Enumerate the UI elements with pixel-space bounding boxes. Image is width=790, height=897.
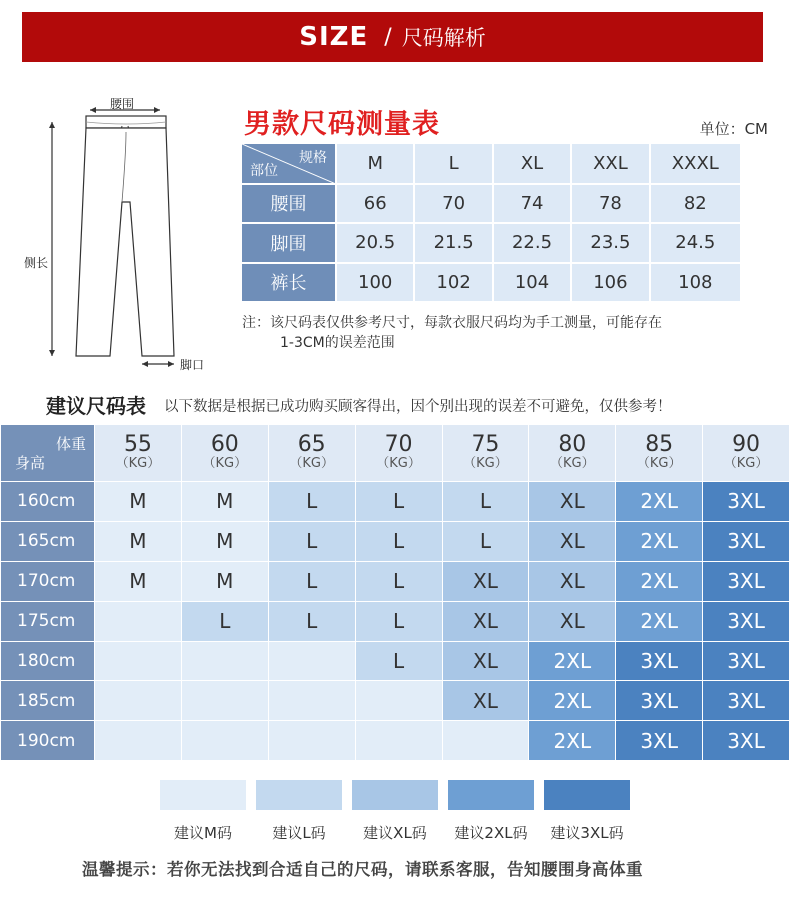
legend-item (352, 780, 438, 843)
legend-swatch (544, 780, 630, 810)
header-banner (22, 12, 763, 62)
weight-value: 75 (471, 432, 500, 457)
waist-label: 腰围 (110, 97, 135, 111)
measure-cell: 82 (650, 184, 741, 224)
size-cell: L (268, 521, 355, 561)
pants-diagram (18, 92, 218, 382)
note-line-2: 1-3CM的误差范围 (280, 335, 395, 351)
recommend-corner (1, 425, 95, 482)
measure-cell: 24.5 (650, 223, 741, 263)
recommend-table (0, 424, 790, 761)
height-label: 190cm (1, 721, 95, 761)
measure-cell: 74 (493, 184, 571, 224)
legend-swatch (256, 780, 342, 810)
row-label: 脚围 (242, 223, 336, 263)
size-cell (355, 721, 442, 761)
size-cell (268, 641, 355, 681)
size-header: XL (493, 144, 571, 184)
recommend-row (1, 641, 790, 681)
size-cell: L (268, 561, 355, 601)
weight-unit: （KG） (376, 456, 421, 471)
size-cell: 3XL (703, 641, 790, 681)
recommend-row (1, 721, 790, 761)
size-header: XXXL (650, 144, 741, 184)
size-cell (95, 681, 182, 721)
hem-label: 脚口 (180, 358, 205, 372)
measure-row (242, 184, 741, 224)
height-label: 175cm (1, 601, 95, 641)
weight-unit: （KG） (463, 456, 508, 471)
measure-cell: 104 (493, 263, 571, 303)
weight-unit: （KG） (115, 456, 161, 471)
size-cell: 3XL (703, 482, 790, 522)
measure-corner (242, 144, 336, 184)
size-cell: 2XL (616, 521, 703, 561)
size-legend (160, 780, 630, 843)
size-cell (181, 641, 268, 681)
measure-row (242, 223, 741, 263)
weight-header (616, 425, 703, 482)
measure-cell: 78 (571, 184, 649, 224)
banner-title-en: SIZE (299, 22, 369, 52)
corner-height: 身高 (15, 454, 46, 472)
measure-cell: 102 (414, 263, 492, 303)
measure-unit: 单位：CM (699, 120, 768, 138)
height-label: 165cm (1, 521, 95, 561)
size-cell: XL (529, 561, 616, 601)
measure-note (242, 313, 662, 353)
measure-cell: 70 (414, 184, 492, 224)
measure-cell: 66 (336, 184, 414, 224)
size-cell: 3XL (616, 641, 703, 681)
legend-item (160, 780, 246, 843)
weight-value: 70 (384, 432, 413, 457)
size-cell (355, 681, 442, 721)
legend-label: 建议L码 (272, 824, 326, 842)
height-label: 160cm (1, 482, 95, 522)
size-cell: 2XL (529, 681, 616, 721)
size-cell: L (442, 482, 529, 522)
size-cell (95, 601, 182, 641)
measure-header-row (242, 144, 741, 184)
size-cell: 3XL (616, 681, 703, 721)
size-cell: M (181, 482, 268, 522)
size-cell: L (355, 482, 442, 522)
weight-header (442, 425, 529, 482)
measure-cell: 20.5 (336, 223, 414, 263)
size-cell: L (442, 521, 529, 561)
size-cell: 3XL (703, 721, 790, 761)
size-cell: XL (442, 561, 529, 601)
row-label: 腰围 (242, 184, 336, 224)
size-cell: L (355, 561, 442, 601)
weight-unit: （KG） (550, 456, 595, 471)
size-cell (268, 681, 355, 721)
legend-label: 建议3XL码 (550, 824, 624, 842)
weight-value: 80 (558, 432, 587, 457)
size-cell: XL (442, 681, 529, 721)
size-cell: 3XL (703, 681, 790, 721)
recommend-row (1, 521, 790, 561)
measure-row (242, 263, 741, 303)
weight-unit: （KG） (202, 456, 248, 471)
size-cell: M (95, 521, 182, 561)
size-cell (181, 721, 268, 761)
legend-label: 建议M码 (174, 824, 232, 842)
weight-header (355, 425, 442, 482)
recommend-row (1, 601, 790, 641)
size-cell (268, 721, 355, 761)
size-cell: 2XL (616, 561, 703, 601)
row-label: 裤长 (242, 263, 336, 303)
measure-title: 男款尺码测量表 (244, 109, 440, 140)
height-label: 185cm (1, 681, 95, 721)
size-cell: 2XL (616, 601, 703, 641)
recommend-row (1, 561, 790, 601)
measure-cell: 22.5 (493, 223, 571, 263)
size-cell: XL (442, 641, 529, 681)
size-cell: 3XL (616, 721, 703, 761)
size-cell: 2XL (616, 482, 703, 522)
size-cell: L (268, 482, 355, 522)
size-cell: XL (442, 601, 529, 641)
size-cell: L (355, 641, 442, 681)
size-cell: M (181, 521, 268, 561)
size-header: M (336, 144, 414, 184)
banner-separator: / (384, 24, 392, 50)
legend-swatch (160, 780, 246, 810)
size-cell (181, 681, 268, 721)
recommend-subtitle: 以下数据是根据已成功购买顾客得出，因个别出现的误差不可避免，仅供参考！ (164, 399, 672, 415)
size-cell: M (95, 482, 182, 522)
size-cell: XL (529, 601, 616, 641)
size-cell (442, 721, 529, 761)
legend-label: 建议2XL码 (454, 824, 528, 842)
weight-header (181, 425, 268, 482)
legend-item (256, 780, 342, 843)
weight-header (529, 425, 616, 482)
legend-item (448, 780, 534, 843)
weight-value: 85 (645, 432, 674, 457)
size-cell: 3XL (703, 561, 790, 601)
measure-cell: 108 (650, 263, 741, 303)
legend-swatch (448, 780, 534, 810)
note-line-1: 注：该尺码表仅供参考尺寸，每款衣服尺码均为手工测量，可能存在 (242, 315, 662, 331)
size-header: XXL (571, 144, 649, 184)
size-cell (95, 641, 182, 681)
size-cell: XL (529, 482, 616, 522)
measure-table (242, 144, 742, 303)
corner-weight: 体重 (55, 435, 86, 453)
weight-unit: （KG） (636, 456, 682, 471)
weight-unit: （KG） (723, 456, 769, 471)
weight-unit: （KG） (289, 456, 334, 471)
legend-item (544, 780, 630, 843)
corner-part: 部位 (250, 162, 278, 179)
weight-header (95, 425, 182, 482)
size-cell: L (355, 521, 442, 561)
measure-cell: 100 (336, 263, 414, 303)
recommend-row (1, 482, 790, 522)
size-cell: M (181, 561, 268, 601)
size-cell: 3XL (703, 601, 790, 641)
legend-label: 建议XL码 (363, 824, 427, 842)
size-cell: 2XL (529, 721, 616, 761)
height-label: 180cm (1, 641, 95, 681)
size-cell: L (181, 601, 268, 641)
pants-illustration (18, 92, 218, 382)
measure-cell: 23.5 (571, 223, 649, 263)
recommend-header-row (1, 425, 790, 482)
side-length-label: 侧长 (24, 256, 49, 270)
recommend-title: 建议尺码表 (46, 394, 146, 418)
measure-cell: 106 (571, 263, 649, 303)
weight-header (268, 425, 355, 482)
height-label: 170cm (1, 561, 95, 601)
size-cell (95, 721, 182, 761)
size-cell: XL (529, 521, 616, 561)
corner-spec: 规格 (299, 150, 327, 166)
size-cell: 3XL (703, 521, 790, 561)
size-cell: 2XL (529, 641, 616, 681)
size-cell: L (355, 601, 442, 641)
measure-cell: 21.5 (414, 223, 492, 263)
weight-value: 55 (123, 432, 152, 457)
warm-tip: 温馨提示：若你无法找到合适自己的尺码，请联系客服，告知腰围身高体重 (82, 860, 643, 879)
size-header: L (414, 144, 492, 184)
weight-header (703, 425, 790, 482)
size-cell: M (95, 561, 182, 601)
weight-value: 65 (297, 432, 326, 457)
size-cell: L (268, 601, 355, 641)
recommend-row (1, 681, 790, 721)
weight-value: 60 (210, 432, 239, 457)
banner-title-cn: 尺码解析 (401, 26, 486, 50)
legend-swatch (352, 780, 438, 810)
weight-value: 90 (732, 432, 761, 457)
